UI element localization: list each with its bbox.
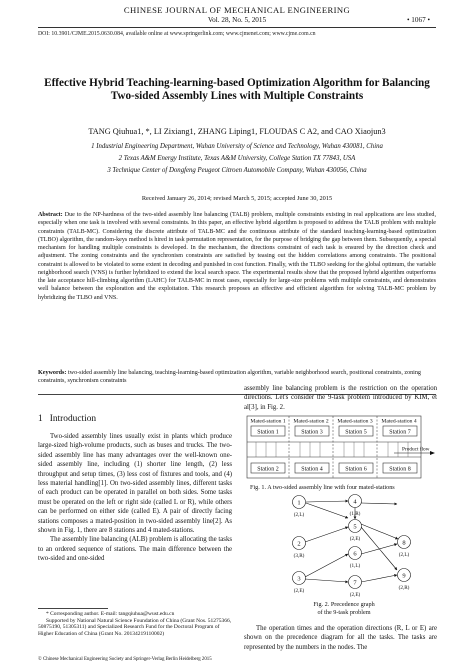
node-8-label: (2,L) [398, 552, 410, 558]
figure-2-caption [284, 601, 404, 616]
title-line-2: Two-sided Assembly Lines with Multiple Constraints [110, 90, 364, 103]
node-2-label: (3,R) [293, 553, 305, 559]
conveyor-hatching [256, 442, 408, 457]
node-8-id: 8 [402, 539, 406, 547]
node-1-label: (2,L) [293, 512, 305, 518]
node-9-label: (2,R) [398, 585, 410, 591]
station-6-label: Station 6 [345, 466, 367, 473]
station-7-label: Station 7 [389, 429, 411, 436]
node-4-label: (1,R) [349, 511, 361, 517]
station-2-label: Station 2 [257, 466, 279, 473]
node-9-id: 9 [402, 572, 406, 580]
intro-paragraph-1: Two-sided assembly lines usually exist in plants which produce large-sized high-volume products, such as buses and trucks. The two-sided assembly line has many advantages over the well-known one-sided assembly line, including (1) shorter line length, (2) less throughput and setup times, (3) less cost of fixtures and tools, and (4) less material handling[1]. On two-sided assembly lines, different tasks of each product can be operated in parallel on both sides. Some tasks must be operated on the left or right side (called L or R), while others can be performed on either side (called E). A pair of directly facing stations composes a mated-position in two-sided assembly line[2]. As shown in Fig. 1, there are 8 stations and 4 mated-stations. [38, 433, 232, 535]
left-column [38, 432, 232, 564]
product-flow-label: Product flow [402, 446, 430, 453]
author-list: TANG Qiuhua1, *, LI Zixiang1, ZHANG Liping1, FLOUDAS C A2, and CAO Xiaojun3 [88, 127, 386, 136]
volume-info: Vol. 28, No. 5, 2015 [207, 16, 267, 24]
footnote-rule [38, 608, 108, 609]
keywords-label: Keywords: [38, 370, 67, 376]
keywords-text: two-sided assembly line balancing, teaching-learning-based optimization algorithm, variable neighborhood search, positional constraints, zoning constraints, synchronism constraints [38, 370, 421, 385]
mated-station-3-label: Mated-station 3 [337, 418, 373, 425]
figure-2-precedence-graph [270, 493, 420, 601]
footnote-author: * Corresponding author. E-mail: tangqiuhua@wust.edu.cn [46, 611, 175, 617]
footnote-funding: Supported by National Natural Science Foundation of China (Grant Nos. 51275366, 50875190, 51305311) and Specialized Research Fund for the Doctoral Program of Higher Education of China (Grant No. 20134219110002) [38, 617, 232, 638]
figure-1-assembly-line [244, 413, 438, 483]
doi-line[interactable]: DOI: 10.3901/CJME.2015.0630.084, available online at www.springerlink.com; www.cjmenet.com; www.cjme.com.cn [38, 31, 316, 37]
station-5-label: Station 5 [345, 429, 367, 436]
node-7-label: (2,E) [349, 592, 361, 598]
node-4-id: 4 [353, 498, 357, 506]
figure-2-caption-line-1: Fig. 2. Precedence graph [313, 601, 375, 608]
station-3-label: Station 3 [301, 429, 323, 436]
node-6-label: (1,L) [349, 563, 361, 569]
header-rule [38, 27, 436, 28]
right-paragraph-top: assembly line balancing problem is the restriction on the operation directions. Let's consider the 9-task problem introduced by KIM, et al[3], in Fig. 2. [244, 385, 437, 411]
conveyor [247, 442, 421, 457]
node-1-id: 1 [297, 499, 301, 507]
received-dates: Received January 26, 2014; revised March 5, 2015; accepted June 30, 2015 [141, 195, 333, 202]
right-paragraph-bottom: The operation times and the operation directions (R, L or E) are shown on the precedence diagram for all the tasks. The tasks are represented by the numbers in the nodes. The [244, 625, 437, 651]
abstract [38, 211, 436, 302]
title-line-1: Effective Hybrid Teaching-learning-based Optimization Algorithm for Balancing [44, 77, 430, 89]
section-title: Introduction [49, 414, 97, 424]
affiliation-3: 3 Technique Center of Dongfeng Peugeot Citroen Automobile Company, Wuhan 430056, China [107, 167, 367, 174]
figure-2-caption-line-2: of the 9-task problem [317, 608, 371, 616]
node-5-label: (2,E) [349, 536, 361, 542]
arrow-head-icon [430, 451, 435, 455]
abstract-label: Abstract: [38, 212, 63, 218]
station-8-label: Station 8 [389, 466, 411, 473]
affiliation-2: 2 Texas A&M Energy Institute, Texas A&M University, College Station TX 77843, USA [118, 155, 356, 162]
figure-1-caption: Fig. 1. A two-sided assembly line with four mated-stations [250, 484, 395, 491]
mated-station-1-label: Mated-station 1 [250, 418, 286, 425]
node-5-id: 5 [353, 523, 357, 531]
node-3-id: 3 [297, 575, 301, 583]
node-3-label: (2,E) [293, 588, 305, 594]
node-6-id: 6 [353, 550, 357, 558]
station-1-label: Station 1 [257, 429, 279, 436]
node-7-id: 7 [353, 579, 357, 587]
section-number: 1 [38, 414, 43, 424]
section-heading [38, 414, 96, 424]
paper-title [30, 77, 444, 103]
copyright-line: © Chinese Mechanical Engineering Society and Springer-Verlag Berlin Heidelberg 2015 [38, 657, 212, 662]
abstract-text: Due to the NP-hardness of the two-sided assembly line balancing (TALB) problem, multiple constraints existing in real applications are less studied, especially when one task is involved with several constraints. In this paper, an effective hybrid algorithm is proposed to address the TALB problem with multiple constraints (TALB-MC). Considering the discrete attribute of TALB-MC and the continuous attribute of the standard teaching-learning-based optimization (TLBO) algorithm, the random-keys method is hired in task permutation representation, for the purpose of bridging the gap between them. Subsequently, a special mechanism for handling multiple constraints is developed. In the mechanism, the directions constraint of each task is ensured by the direction check and adjustment. The zoning constraints and the synchronism constraints are satisfied by teasing out the hidden correlations among constraints. The positional constraint is allowed to be violated to some extent in decoding and punished in cost function. Finally, with the TLBO seeking for the global optimum, the variable neighborhood search (VNS) is further hybridized to extend the local search space. The experimental results show that the proposed hybrid algorithm outperforms the late acceptance hill-climbing algorithm (LAHC) for TALB-MC in most cases, especially for large-size problems with multiple constraints, and demonstrates well balance between the exploration and the exploitation. This research proposes an effective and efficient algorithm for solving TALB-MC problem by hybridizing the TLBO and VNS. [38, 212, 436, 301]
station-4-label: Station 4 [301, 466, 323, 473]
footnote [38, 611, 232, 638]
mated-station-4-label: Mated-station 4 [381, 418, 417, 425]
node-2-id: 2 [297, 540, 301, 548]
page-number: • 1067 • [406, 16, 430, 24]
affiliation-1: 1 Industrial Engineering Department, Wuhan University of Science and Technology, Wuhan 430081, China [91, 143, 383, 150]
intro-paragraph-2: The assembly line balancing (ALB) problem is allocating the tasks to an ordered sequence of stations. The main difference between the two-sided and one-sided [38, 536, 232, 563]
mated-station-2-label: Mated-station 2 [293, 418, 329, 425]
journal-name: CHINESE JOURNAL OF MECHANICAL ENGINEERING [123, 5, 351, 15]
